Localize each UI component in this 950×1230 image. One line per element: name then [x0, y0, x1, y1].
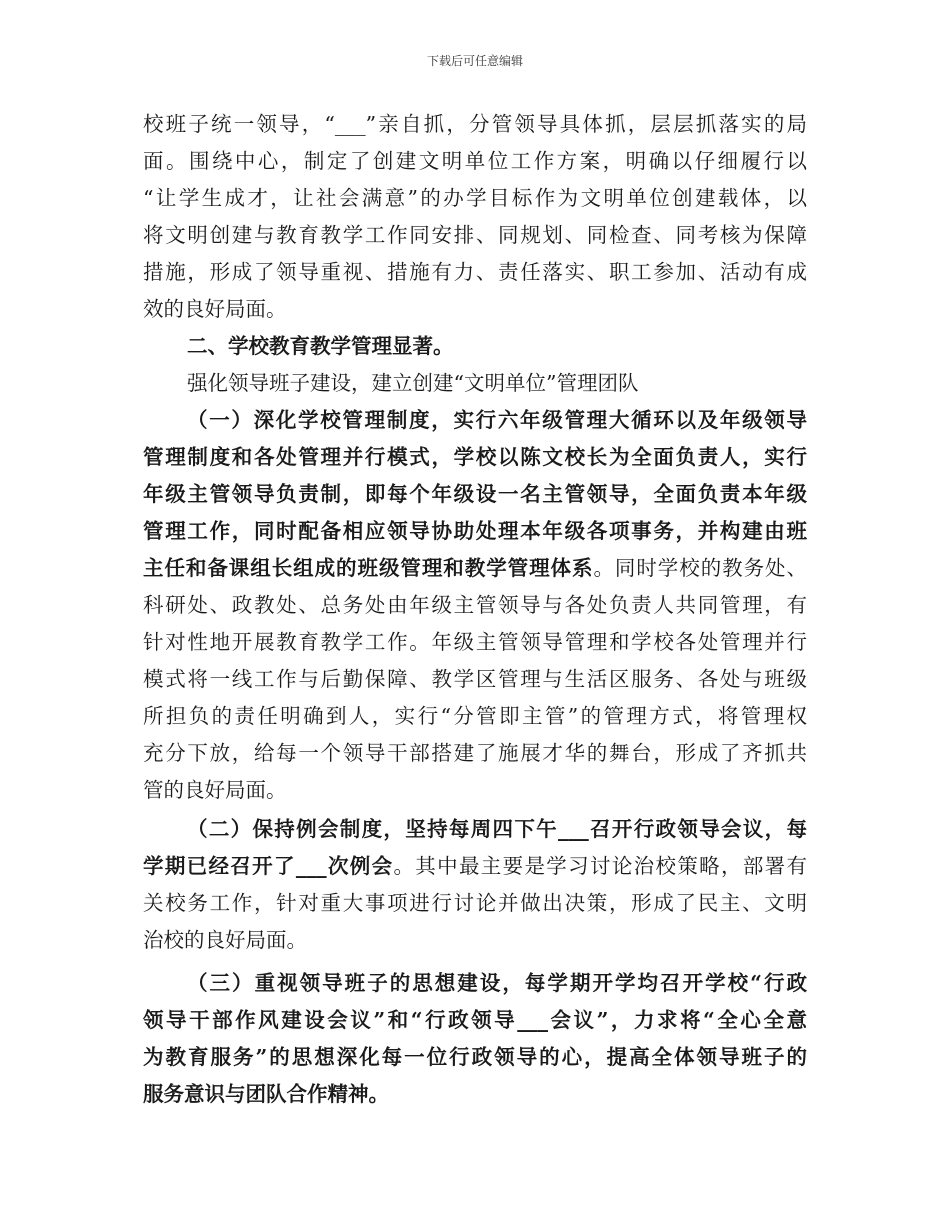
page-header: 下载后可任意编辑	[426, 54, 523, 68]
text-line	[143, 848, 807, 885]
paragraph-1	[143, 106, 807, 328]
text-line: 关校务工作，针对重大事项进行讨论并做出决策，形成了民主、文明	[143, 891, 807, 915]
text-line: （一）深化学校管理制度，实行六年级管理大循环以及年级领导	[187, 408, 807, 432]
section-heading: 二、学校教育教学管理显著。	[187, 334, 454, 358]
text-line: “让学生成才，让社会满意”的办学目标作为文明单位创建载体，以	[143, 186, 807, 210]
normal-text: 。同时学校的教务处、	[593, 556, 808, 580]
text-line: 充分下放，给每一个领导干部搭建了施展才华的舞台，形成了齐抓共	[143, 741, 807, 765]
text-line: 领导干部作风建设会议”和“行政领导___会议”，力求将“全心全意	[143, 1008, 807, 1032]
text-line: 措施，形成了领导重视、措施有力、责任落实、职工参加、活动有成	[143, 260, 807, 284]
paragraph-3	[143, 402, 807, 809]
text-line: 所担负的责任明确到人，实行“分管即主管”的管理方式，将管理权	[143, 704, 807, 728]
text-line: （三）重视领导班子的思想建设，每学期开学均召开学校“行政	[187, 971, 807, 995]
text-line: 管的良好局面。	[143, 778, 287, 802]
text-line: 为教育服务”的思想深化每一位行政领导的心，提高全体领导班子的	[143, 1045, 807, 1069]
document-body	[143, 106, 807, 1113]
bold-text: 学期已经召开了___次例会	[143, 854, 394, 878]
subheading: 强化领导班子建设，建立创建“文明单位”管理团队	[187, 371, 639, 395]
paragraph-5	[143, 965, 807, 1113]
text-line: 模式将一线工作与后勤保障、教学区管理与生活区服务、各处与班级	[143, 667, 807, 691]
paragraph-4	[143, 811, 807, 959]
text-line: 效的良好局面。	[143, 297, 287, 321]
text-line: 将文明创建与教育教学工作同安排、同规划、同检查、同考核为保障	[143, 223, 807, 247]
text-line: 管理制度和各处管理并行模式，学校以陈文校长为全面负责人，实行	[143, 445, 807, 469]
bold-text: 主任和备课组长组成的班级管理和教学管理体系	[143, 556, 594, 580]
text-line: 治校的良好局面。	[143, 928, 307, 952]
text-line: （二）保持例会制度，坚持每周四下午___召开行政领导会议，每	[187, 817, 807, 841]
normal-text: 。其中最主要是学习讨论治校策略，部署有	[393, 854, 808, 878]
text-line: 服务意识与团队合作精神。	[143, 1082, 389, 1106]
text-line	[143, 550, 807, 587]
text-line: 面。围绕中心，制定了创建文明单位工作方案，明确以仔细履行以	[143, 149, 807, 173]
text-line: 校班子统一领导，“___”亲自抓，分管领导具体抓，层层抓落实的局	[143, 112, 807, 136]
text-line: 科研处、政教处、总务处由年级主管领导与各处负责人共同管理，有	[143, 593, 807, 617]
text-line: 年级主管领导负责制，即每个年级设一名主管领导，全面负责本年级	[143, 482, 807, 506]
text-line: 针对性地开展教育教学工作。年级主管领导管理和学校各处管理并行	[143, 630, 807, 654]
text-line: 管理工作，同时配备相应领导协助处理本年级各项事务，并构建由班	[143, 519, 807, 543]
